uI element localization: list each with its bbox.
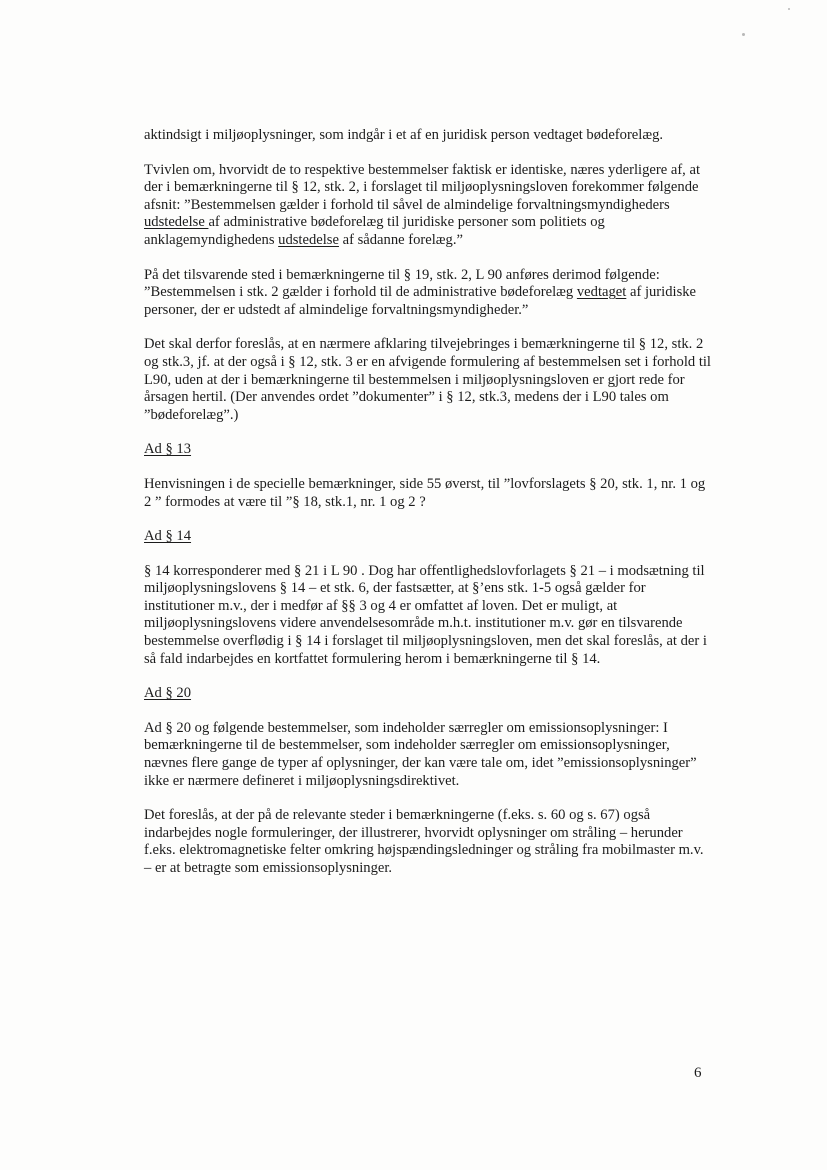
paragraph-text: af sådanne forelæg.” (338, 231, 463, 248)
section-heading-13: Ad § 13 (144, 441, 192, 458)
section-heading-20: Ad § 20 (144, 685, 192, 702)
paragraph-emission: Ad § 20 og følgende bestemmelser, som indeholder særregler om emissionsoplysninger: I bemærkningerne til de bestemmelser, som indeholder særregler om emissionsoplysninger, nævnes flere gange de typer af oplysninger, der kan være tale om, idet ”emissionsoplysninger” ikke er nærmere defineret i miljøoplysningsdirektivet. (144, 719, 697, 789)
page-number: 6 (694, 1065, 702, 1081)
paragraph-text: af juridiske personer, der er udstedt af almindelige forvaltningsmyndigheder.” (144, 284, 697, 318)
scan-speck (788, 8, 790, 10)
paragraph-straaling: Det foreslås, at der på de relevante steder i bemærkningerne (f.eks. s. 60 og s. 67) også indarbejdes nogle formuleringer, der illustrerer, hvorvidt oplysninger om stråling – herunder f.eks. elektromagnetiske felter omkring højspændingsledninger og stråling fra mobilmaster m.v. – er at betragte som emissionsoplysninger. (144, 807, 704, 876)
underlined-word: vedtaget (576, 284, 627, 301)
underlined-word: udstedelse (278, 231, 339, 248)
paragraph-tilsvarende (144, 267, 714, 320)
document-body (144, 127, 714, 895)
paragraph-text: aktindsigt i miljøoplysninger, som indgår i et af en juridisk person vedtaget bødeforelæg. (144, 127, 664, 143)
section-heading-14: Ad § 14 (144, 528, 192, 545)
paragraph-aktindsigt (144, 127, 714, 145)
underlined-word: udstedelse (144, 214, 209, 231)
paragraph-korresponderer: § 14 korresponderer med § 21 i L 90 . Dog har offentlighedslovforlagets § 21 – i modsætning til miljøoplysningslovens § 14 – et stk. 6, der fastsætter, at §’ens stk. 1-5 også gælder for institutioner m.v., der i medfør af §§ 3 og 4 er omfattet af loven. Det er muligt, at miljøoplysningslovens videre anvendelsesområde m.h.t. institutioner m.v. gør en tilsvarende bestemmelse overflødig i § 14 i forslaget til miljøoplysningsloven, men det skal foreslås, at der i så fald indarbejdes en kortfattet formulering herom i bemærkningerne til § 14. (144, 562, 707, 667)
paragraph-tvivlen (144, 162, 714, 250)
paragraph-text: af administrative bødeforelæg til juridiske personer som politiets og anklagemyndighedens (144, 214, 605, 248)
paragraph-afklaring: Det skal derfor foreslås, at en nærmere afklaring tilvejebringes i bemærkningerne til § 12, stk. 2 og stk.3, jf. at der også i § 12, stk. 3 er en afvigende formulering af bestemmelsen set i forhold til L90, uden at der i bemærkningerne til bestemmelsen i miljøoplysningsloven er gjort rede for årsagen hertil. (Der anvendes ordet ”dokumenter” i § 12, stk.3, medens der i L90 tales om ”bødeforelæg”.) (144, 336, 711, 423)
paragraph-henvisningen: Henvisningen i de specielle bemærkninger, side 55 øverst, til ”lovforslagets § 20, stk. 1, nr. 1 og 2 ” formodes at være til ”§ 18, stk.1, nr. 1 og 2 ? (144, 475, 706, 510)
scan-speck (742, 33, 745, 36)
paragraph-text: På det tilsvarende sted i bemærkningerne til § 19, stk. 2, L 90 anføres derimod følgende: ”Bestemmelsen i stk. 2 gælder i forhold til de administrative bødeforelæg (144, 266, 660, 301)
paragraph-text: Tvivlen om, hvorvidt de to respektive bestemmelser faktisk er identiske, næres yderligere af, at der i bemærkningerne til § 12, stk. 2, i forslaget til miljøoplysningsloven forekommer følgende afsnit: ”Bestemmelsen gælder i forhold til såvel de almindelige forvaltningsmyndigheders (144, 161, 701, 213)
